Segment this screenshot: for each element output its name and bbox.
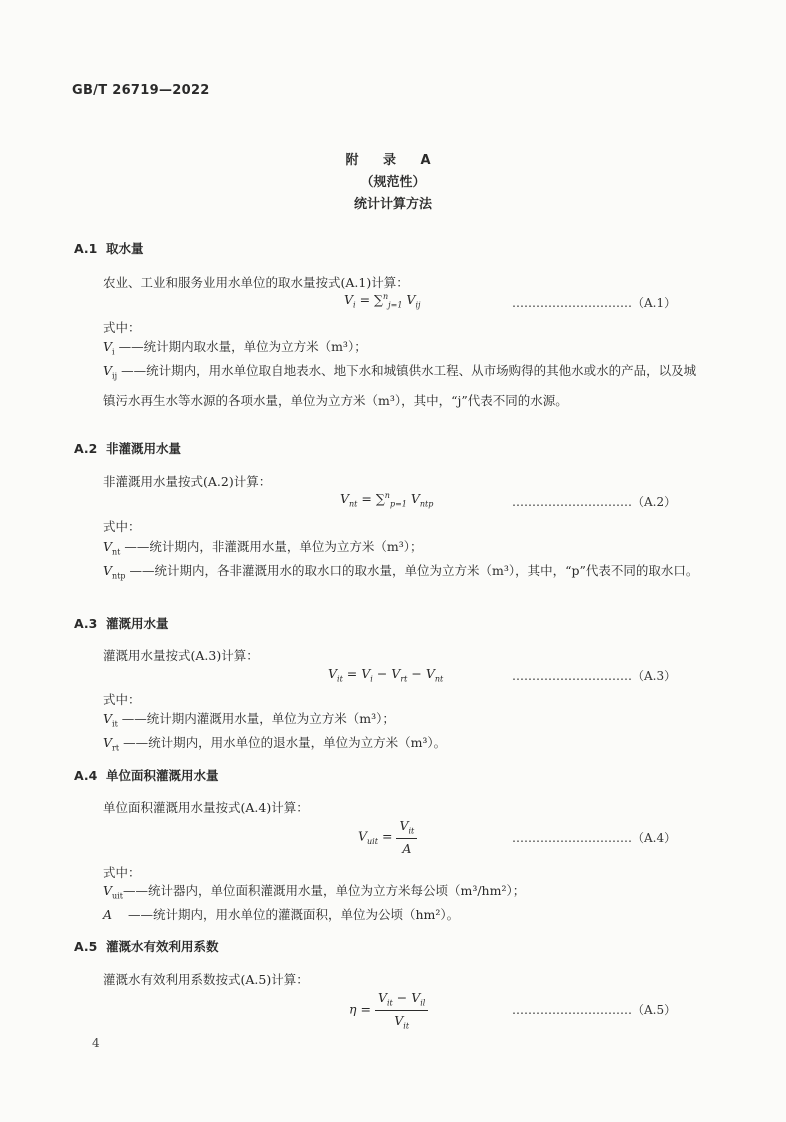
section-a1-intro: 农业、工业和服务业用水单位的取水量按式(A.1)计算： xyxy=(103,275,409,290)
section-number: A.3 xyxy=(74,616,98,631)
formula-a4: $V_{uit}$ = $\frac{V_{it}}{A}$ xyxy=(358,818,417,856)
definition-a2-vntp: $V_{ntp}$ ——统计期内，各非灌溉用水的取水口的取水量，单位为立方米（m³），其中，“p”代表不同的取水口。 xyxy=(103,563,699,581)
where-label-a2: 式中： xyxy=(103,519,141,534)
definition-a4-vuit: $V_{uit}——$统计器内，单位面积灌溉用水量，单位为立方米每公顷（m³/hm²）； xyxy=(103,883,526,901)
section-title: 单位面积灌溉用水量 xyxy=(106,768,219,783)
section-a4-intro: 单位面积灌溉用水量按式(A.4)计算： xyxy=(103,800,309,815)
equation-number-a4: …………………………（A.4） xyxy=(512,831,677,845)
section-title: 取水量 xyxy=(106,241,144,256)
section-a4-heading xyxy=(74,766,219,784)
formula-a1: $V_i = \sum^n_{j=1}$ $V_{ij}$ xyxy=(344,292,421,310)
definition-a3-vrt: $V_{rt}$ ——统计期内，用水单位的退水量，单位为立方米（m³）。 xyxy=(103,735,447,753)
formula-a5: η = $\frac{V_{it} - V_{il}}{V_{it}}$ xyxy=(349,990,428,1030)
section-number: A.4 xyxy=(74,768,98,783)
section-a5-heading xyxy=(74,937,219,955)
definition-a2-vnt: $V_{nt}$ ——统计期内，非灌溉用水量，单位为立方米（m³）； xyxy=(103,539,423,557)
section-a5-intro: 灌溉水有效利用系数按式(A.5)计算： xyxy=(103,972,309,987)
equation-number-a5: …………………………（A.5） xyxy=(512,1003,677,1017)
section-title: 灌溉水有效利用系数 xyxy=(106,939,219,954)
definition-a1-vi: $V_i$ ——统计期内取水量，单位为立方米（m³）； xyxy=(103,339,367,357)
appendix-label: 附 录 A xyxy=(345,153,441,168)
section-a1-heading xyxy=(74,239,144,257)
where-label-a3: 式中： xyxy=(103,692,141,707)
where-label-a4: 式中： xyxy=(103,865,141,880)
section-a3-heading xyxy=(74,614,169,632)
section-number: A.2 xyxy=(74,441,98,456)
definition-a4-area: A ——统计期内，用水单位的灌溉面积，单位为公顷（hm²）。 xyxy=(103,907,460,922)
formula-a3: $V_{it} = V_i - V_{rt} - V_{nt}$ xyxy=(328,666,444,684)
section-number: A.1 xyxy=(74,241,98,256)
appendix-name: 统计计算方法 xyxy=(353,197,432,212)
appendix-nature: （规范性） xyxy=(360,175,426,190)
section-title: 非灌溉用水量 xyxy=(106,441,182,456)
definition-a3-vit: $V_{it}$ ——统计期内灌溉用水量，单位为立方米（m³）； xyxy=(103,711,395,729)
page-number: 4 xyxy=(92,1036,100,1050)
equation-number-a2: …………………………（A.2） xyxy=(512,495,677,509)
section-a2-heading xyxy=(74,439,181,457)
appendix-title-block xyxy=(0,150,786,216)
section-number: A.5 xyxy=(74,939,98,954)
section-title: 灌溉用水量 xyxy=(106,616,169,631)
definition-a1-vij: $V_{ij}$ ——统计期内，用水单位取自地表水、地下水和城镇供水工程、从市场购得的其他水或水的产品，以及城镇污水再生水等水源的各项水量，单位为立方米（m³），其中，“j”代表不同的水源。 xyxy=(103,363,697,408)
equation-number-a1: …………………………（A.1） xyxy=(512,296,677,310)
standard-id: GB/T 26719—2022 xyxy=(72,83,210,98)
equation-number-a3: …………………………（A.3） xyxy=(512,669,677,683)
formula-a2: $V_{nt} = \sum^n_{p=1}$ $V_{ntp}$ xyxy=(340,491,434,509)
section-a3-intro: 灌溉用水量按式(A.3)计算： xyxy=(103,648,259,663)
section-a2-intro: 非灌溉用水量按式(A.2)计算： xyxy=(103,474,272,489)
where-label-a1: 式中： xyxy=(103,320,141,335)
